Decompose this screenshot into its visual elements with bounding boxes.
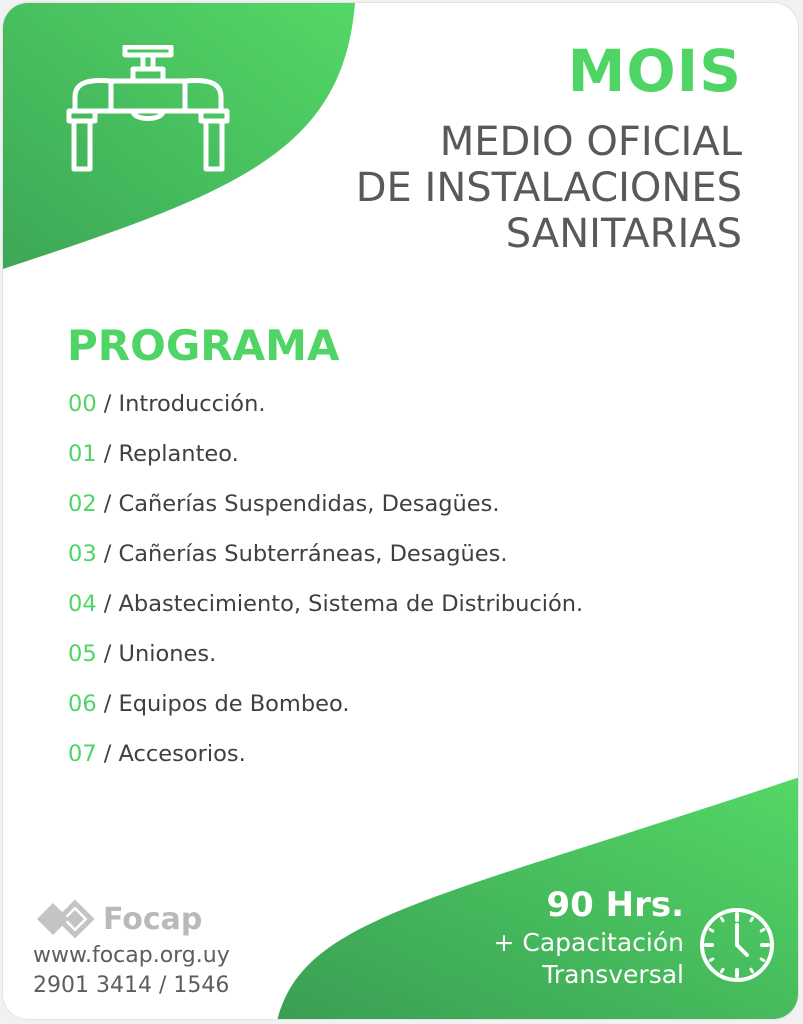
program-item [68,741,583,791]
focap-logo-icon [33,899,97,939]
pipe-faucet-icon [65,45,235,175]
focap-logo-text: Focap [103,901,203,937]
program-item-number: 06 [68,691,97,717]
clock-icon [697,905,777,985]
program-item-number: 01 [68,441,97,467]
program-item-label: / Cañerías Subterráneas, Desagües. [96,541,508,567]
course-full-title [222,119,742,257]
extra-training-line: Transversal [542,960,684,989]
program-item [68,691,583,741]
program-item [68,591,583,641]
program-item-label: / Equipos de Bombeo. [96,691,350,717]
title-line: SANITARIAS [505,211,742,257]
program-heading: PROGRAMA [67,321,340,370]
title-line: MEDIO OFICIAL [439,119,742,165]
program-item-label: / Replanteo. [96,441,239,467]
title-line: DE INSTALACIONES [355,165,742,211]
program-item-label: / Uniones. [96,641,217,667]
program-item-number: 05 [68,641,97,667]
phone-number: 2901 3414 / 1546 [33,973,230,998]
program-item [68,541,583,591]
program-item-number: 04 [68,591,97,617]
program-item-number: 07 [68,741,97,767]
program-list [68,391,583,791]
hours-label: 90 Hrs. [546,885,684,925]
program-item [68,491,583,541]
program-item [68,641,583,691]
program-item [68,391,583,441]
course-acronym: MOIS [567,37,742,105]
course-duration [493,883,684,991]
extra-training-line: + Capacitación [493,928,684,957]
program-item [68,441,583,491]
program-item-label: / Cañerías Suspendidas, Desagües. [96,491,500,517]
program-item-number: 00 [68,391,97,417]
program-item-number: 03 [68,541,97,567]
program-item-number: 02 [68,491,97,517]
program-item-label: / Introducción. [96,391,266,417]
focap-logo [33,899,202,939]
website-link[interactable]: www.focap.org.uy [33,943,230,968]
program-item-label: / Accesorios. [96,741,246,767]
course-card [2,2,799,1020]
program-item-label: / Abastecimiento, Sistema de Distribución. [96,591,584,617]
